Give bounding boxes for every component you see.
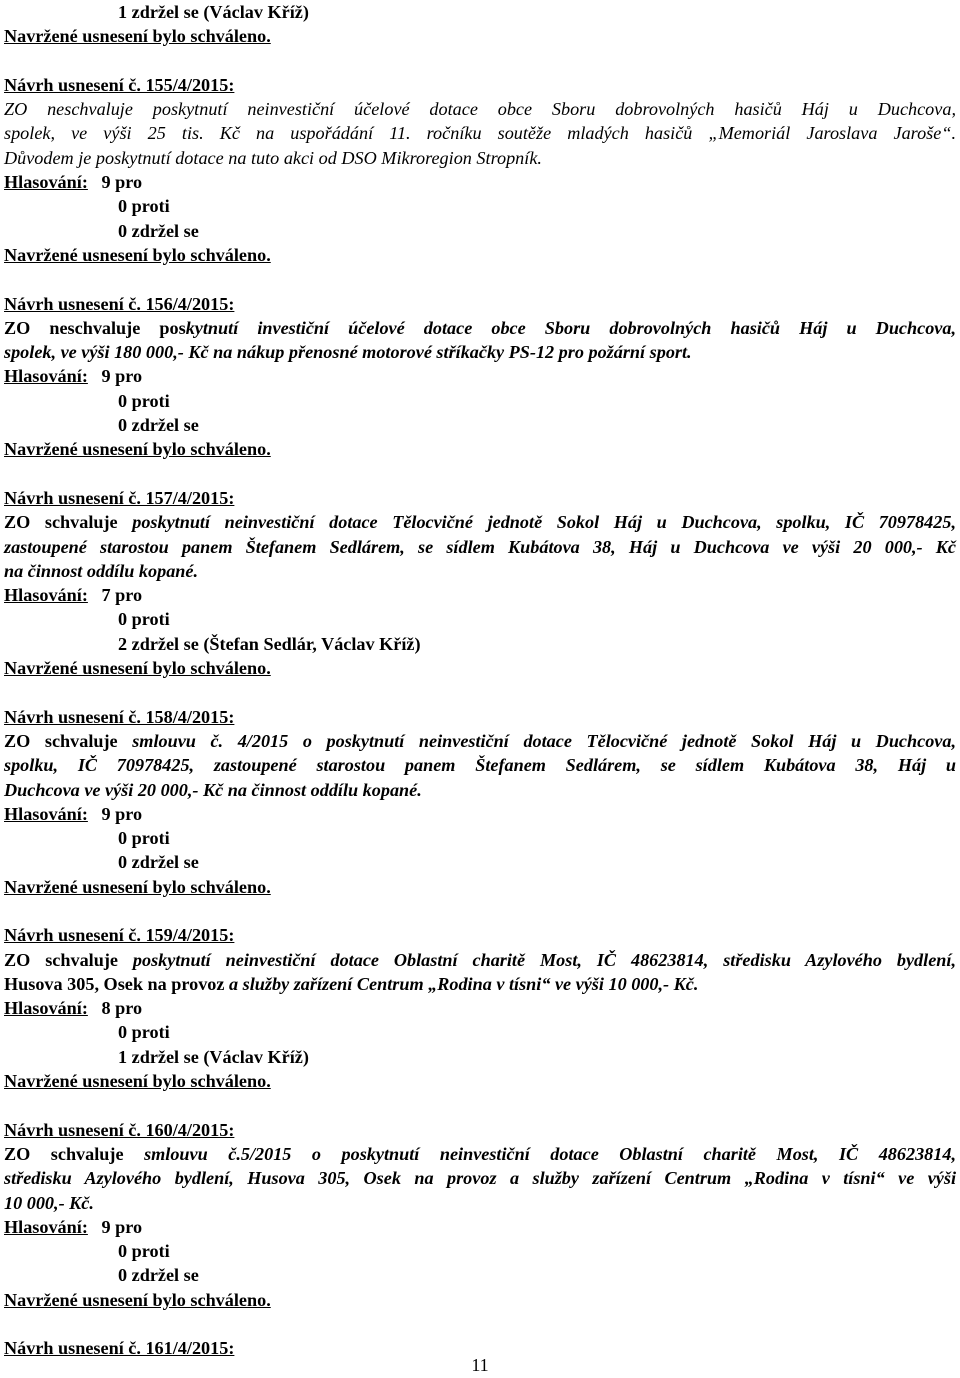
- vote-label: Hlasování:: [4, 585, 88, 606]
- approved-statement: Navržené usnesení bylo schváleno.: [4, 1289, 271, 1310]
- vote-pro: Hlasování: 9 pro: [4, 366, 143, 387]
- resolution-heading-158: Návrh usnesení č. 158/4/2015:: [4, 706, 235, 727]
- approved-statement: Navržené usnesení bylo schváleno.: [4, 439, 271, 460]
- vote-proti: 0 proti: [118, 828, 170, 849]
- resolution-text-155: ZO neschvaluje poskytnutí neinvestiční účelové dotace obce Sboru dobrovolných hasičů Háj u Duchcova,: [4, 99, 956, 120]
- approved-statement: Navržené usnesení bylo schváleno.: [4, 244, 271, 265]
- vote-pro: Hlasování: 7 pro: [4, 585, 143, 606]
- vote-abstain: 0 zdržel se: [118, 1265, 199, 1286]
- resolution-text-158: spolku, IČ 70978425, zastoupené starostou panem Štefanem Sedlárem, se sídlem Kubátova 38, Háj u: [4, 755, 956, 776]
- vote-proti: 0 proti: [118, 196, 170, 217]
- resolution-text-156: ZO neschvaluje poskytnutí investiční účelové dotace obce Sboru dobrovolných hasičů Háj u Duchcova,: [4, 317, 956, 338]
- resolution-text-157: zastoupené starostou panem Štefanem Sedlárem, se sídlem Kubátova 38, Háj u Duchcova ve výši 20 000,- Kč: [4, 536, 956, 557]
- vote-abstain: 2 zdržel se (Štefan Sedlár, Václav Kříž): [118, 633, 421, 654]
- vote-label: Hlasování:: [4, 803, 88, 824]
- resolution-text-158: Duchcova ve výši 20 000,- Kč na činnost oddílu kopané.: [4, 779, 422, 800]
- minutes-content: [4, 0, 956, 1361]
- vote-abstain: 1 zdržel se (Václav Kříž): [118, 1046, 309, 1067]
- vote-abstain: 0 zdržel se: [118, 220, 199, 241]
- vote-label: Hlasování:: [4, 366, 88, 387]
- vote-abstain: 0 zdržel se: [118, 852, 199, 873]
- vote-proti: 0 proti: [118, 1022, 170, 1043]
- resolution-text-157: na činnost oddílu kopané.: [4, 560, 199, 581]
- page-number: 11: [471, 1355, 489, 1375]
- resolution-text-158: ZO schvaluje smlouvu č. 4/2015 o poskytnutí neinvestiční dotace Tělocvičné jednotě Sokol Háj u Duchcova,: [4, 730, 956, 751]
- vote-pro: Hlasování: 9 pro: [4, 803, 143, 824]
- abstain-count: 1 zdržel se (Václav Kříž): [118, 2, 309, 22]
- resolution-heading-160: Návrh usnesení č. 160/4/2015:: [4, 1119, 235, 1140]
- approved-statement: Navržené usnesení bylo schváleno.: [4, 658, 271, 679]
- vote-proti: 0 proti: [118, 609, 170, 630]
- vote-label: Hlasování:: [4, 172, 88, 193]
- vote-pro: Hlasování: 9 pro: [4, 172, 143, 193]
- resolution-text-160: středisku Azylového bydlení, Husova 305, Osek na provoz a služby zařízení Centrum „Rodina v tísni“ ve výši: [4, 1168, 956, 1189]
- resolution-text-155: Důvodem je poskytnutí dotace na tuto akci od DSO Mikroregion Stropník.: [4, 147, 542, 168]
- resolution-text-159: Husova 305, Osek na provoz a služby zařízení Centrum „Rodina v tísni“ ve výši 10 000,- Kč.: [4, 973, 699, 994]
- vote-pro: Hlasování: 8 pro: [4, 998, 143, 1019]
- vote-proti: 0 proti: [118, 390, 170, 411]
- resolution-text-159: ZO schvaluje poskytnutí neinvestiční dotace Oblastní charitě Most, IČ 48623814, středisku Azylového bydlení,: [4, 949, 956, 970]
- vote-proti: 0 proti: [118, 1241, 170, 1262]
- resolution-heading-156: Návrh usnesení č. 156/4/2015:: [4, 293, 235, 314]
- resolution-text-156: spolek, ve výši 180 000,- Kč na nákup přenosné motorové stříkačky PS-12 pro požární sport.: [4, 342, 692, 363]
- approved-statement: Navržené usnesení bylo schváleno.: [4, 26, 271, 47]
- vote-label: Hlasování:: [4, 998, 88, 1019]
- approved-statement: Navržené usnesení bylo schváleno.: [4, 876, 271, 897]
- approved-statement: Navržené usnesení bylo schváleno.: [4, 1071, 271, 1092]
- resolution-text-160: ZO schvaluje smlouvu č.5/2015 o poskytnutí neinvestiční dotace Oblastní charitě Most, IČ 48623814,: [4, 1143, 956, 1164]
- vote-pro: Hlasování: 9 pro: [4, 1216, 143, 1237]
- resolution-text-155: spolek, ve výši 25 tis. Kč na uspořádání 11. ročníku soutěže mladých hasičů „Memoriál Jaroslava Jaroše“.: [4, 123, 956, 144]
- resolution-heading-157: Návrh usnesení č. 157/4/2015:: [4, 487, 235, 508]
- resolution-text-157: ZO schvaluje poskytnutí neinvestiční dotace Tělocvičné jednotě Sokol Háj u Duchcova, spolku, IČ 70978425,: [4, 512, 957, 533]
- resolution-text-160: 10 000,- Kč.: [4, 1192, 94, 1213]
- resolution-heading-159: Návrh usnesení č. 159/4/2015:: [4, 925, 235, 946]
- resolution-heading-155: Návrh usnesení č. 155/4/2015:: [4, 74, 235, 95]
- vote-abstain: 0 zdržel se: [118, 415, 199, 436]
- resolution-heading-161: Návrh usnesení č. 161/4/2015:: [4, 1338, 235, 1359]
- vote-label: Hlasování:: [4, 1216, 88, 1237]
